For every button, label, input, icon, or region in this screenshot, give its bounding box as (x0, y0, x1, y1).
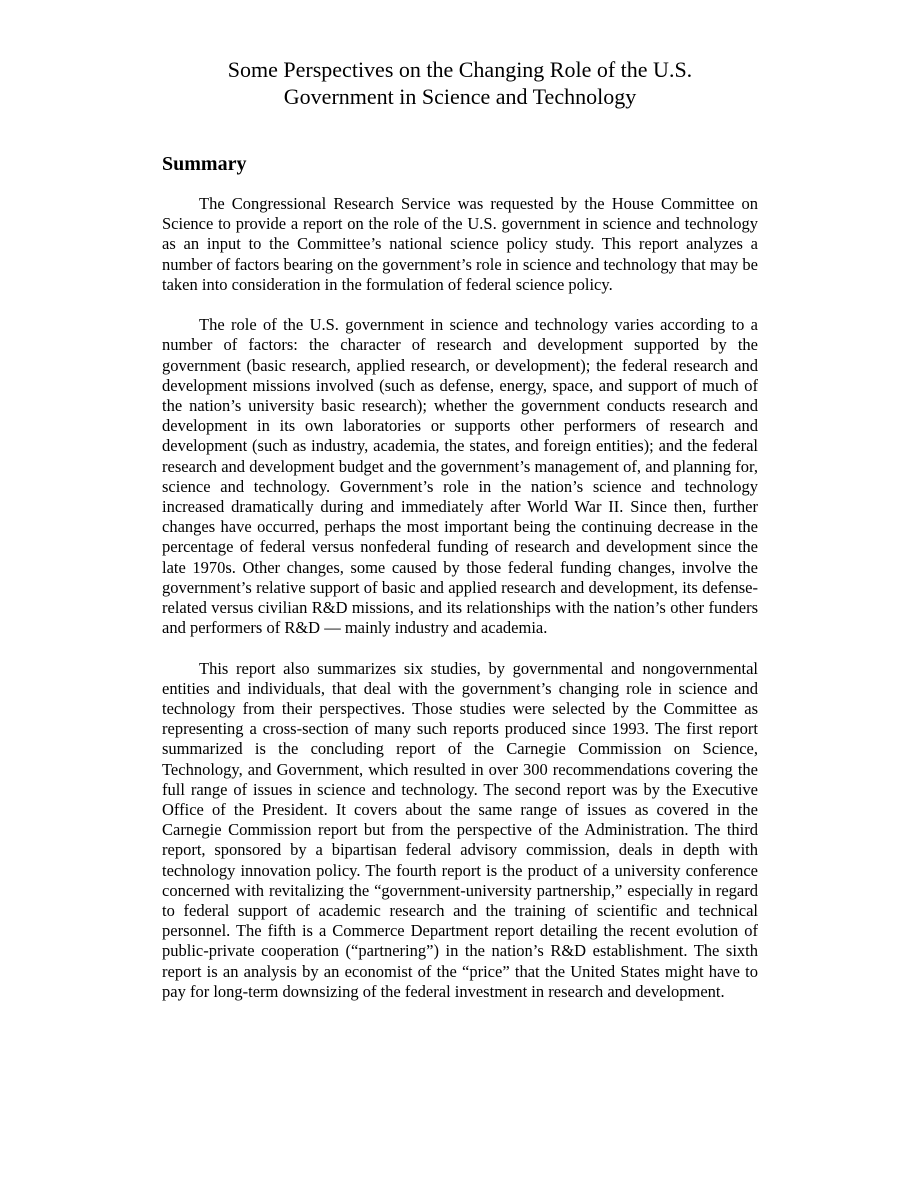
summary-paragraph-2: The role of the U.S. government in science and technology varies according to a number of factors: the character of research and development supported by the government (basic research, applied research, or development); the federal research and development missions involved (such as defense, energy, space, and support of much of the nation’s university basic research); whether the government conducts research and development in its own laboratories or supports other performers of research and development (such as industry, academia, the states, and foreign entities); and the federal research and development budget and the government’s management of, and planning for, science and technology. Government’s role in the nation’s science and technology increased dramatically during and immediately after World War II. Since then, further changes have occurred, perhaps the most important being the continuing decrease in the percentage of federal versus nonfederal funding of research and development since the late 1970s. Other changes, some caused by those federal funding changes, involve the government’s relative support of basic and applied research and development, its defense-related versus civilian R&D missions, and its relationships with the nation’s other funders and performers of R&D — mainly industry and academia. (162, 315, 758, 638)
document-title (162, 56, 758, 110)
document-title-line-1: Some Perspectives on the Changing Role of the U.S. (227, 57, 693, 82)
summary-heading: Summary (162, 153, 247, 175)
document-title-line-2: Government in Science and Technology (283, 84, 637, 109)
summary-paragraph-3: This report also summarizes six studies, by governmental and nongovernmental entities and individuals, that deal with the government’s changing role in science and technology from their perspectives. Those studies were selected by the Committee as representing a cross-section of many such reports produced since 1993. The first report summarized is the concluding report of the Carnegie Commission on Science, Technology, and Government, which resulted in over 300 recommendations covering the full range of issues in science and technology. The second report was by the Executive Office of the President. It covers about the same range of issues as covered in the Carnegie Commission report but from the perspective of the Administration. The third report, sponsored by a bipartisan federal advisory commission, deals in depth with technology innovation policy. The fourth report is the product of a university conference concerned with revitalizing the “government-university partnership,” especially in regard to federal support of academic research and the training of scientific and technical personnel. The fifth is a Commerce Department report detailing the recent evolution of public-private cooperation (“partnering”) in the nation’s R&D establishment. The sixth report is an analysis by an economist of the “price” that the United States might have to pay for long-term downsizing of the federal investment in research and development. (162, 658, 758, 1001)
document-page (162, 0, 758, 1002)
summary-paragraph-1: The Congressional Research Service was requested by the House Committee on Science to provide a report on the role of the U.S. government in science and technology as an input to the Committee’s national science policy study. This report analyzes a number of factors bearing on the government’s role in science and technology that may be taken into consideration in the formulation of federal science policy. (162, 194, 758, 294)
